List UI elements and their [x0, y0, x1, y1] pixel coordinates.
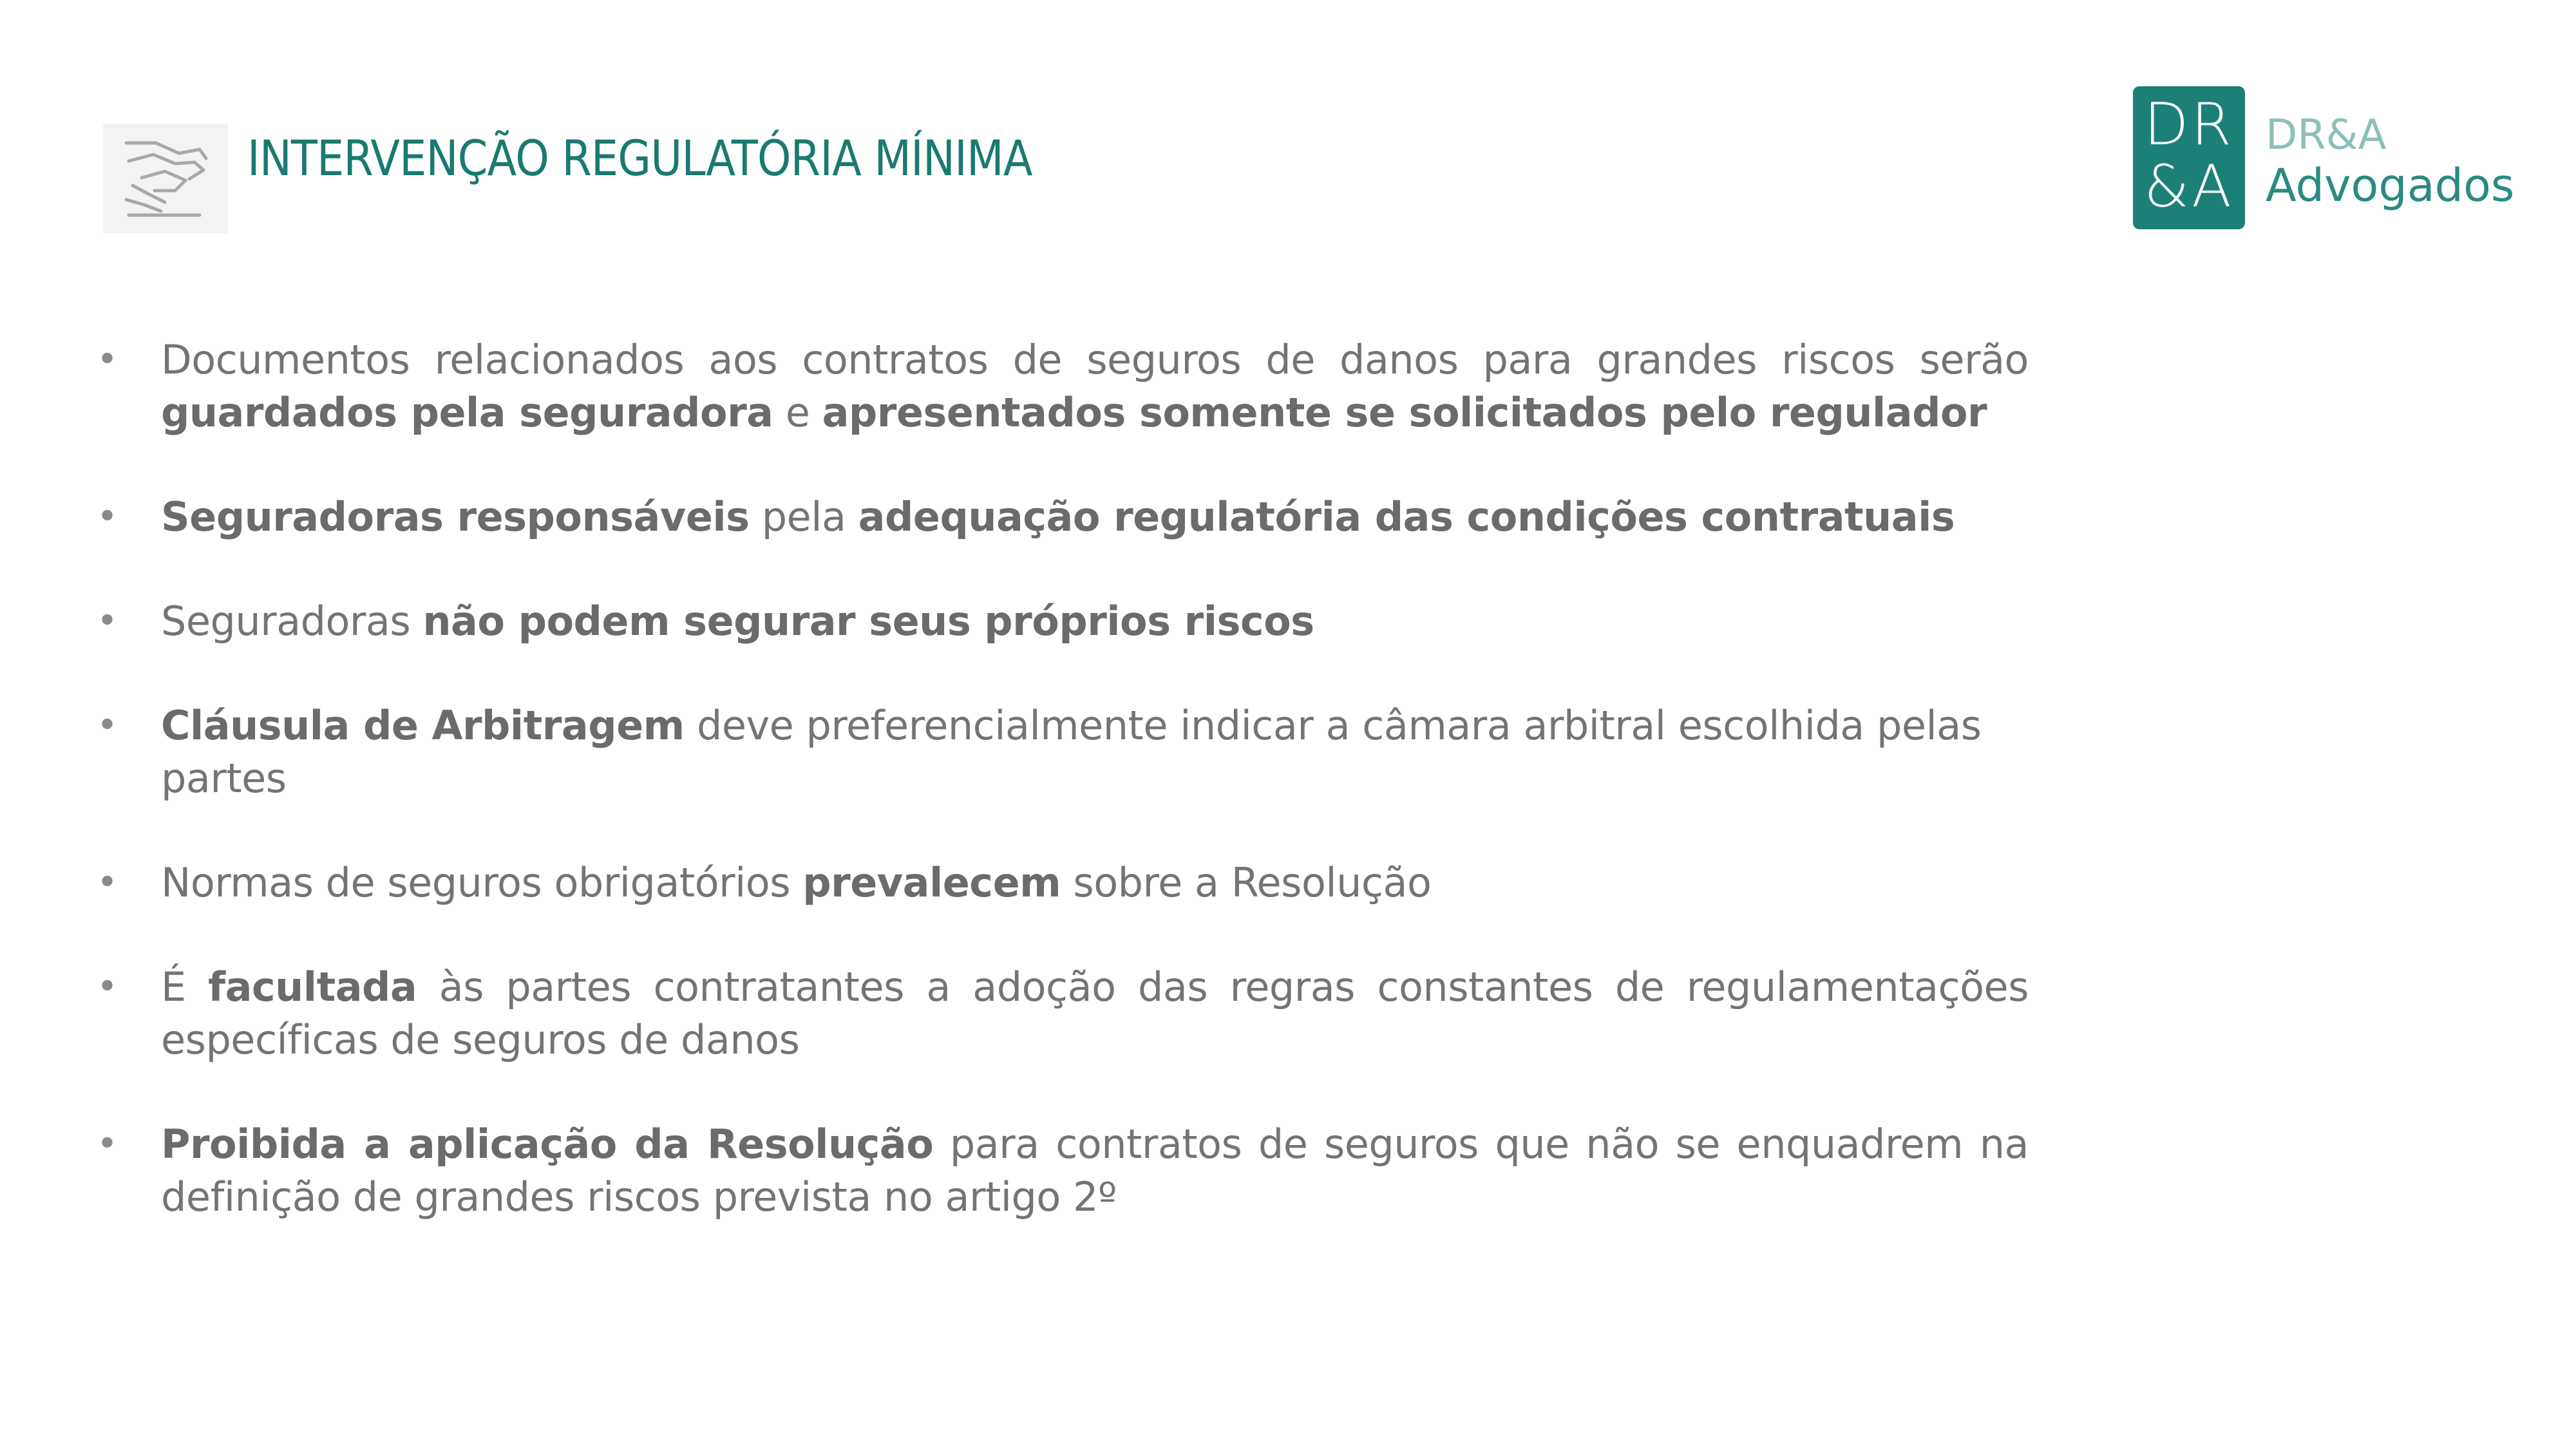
bullet-text: pela — [749, 493, 858, 540]
bullet-text: deve preferencialmente indicar a câmara arbitral escolhida pelas partes — [161, 702, 1982, 802]
bullet-marker: • — [97, 1123, 118, 1165]
bullet-marker: • — [97, 600, 118, 642]
bullet-item-1 — [97, 334, 2029, 439]
bullet-marker: • — [97, 862, 118, 904]
bullet-item-3 — [97, 595, 2029, 648]
bullet-text: É — [161, 963, 209, 1010]
bullet-marker: • — [97, 496, 118, 538]
bullet-text: Documentos relacionados aos contratos de seguros de danos para grandes riscos serão — [161, 336, 2029, 383]
bullet-emphasis: Seguradoras responsáveis — [161, 493, 750, 540]
bullet-text: para contratos de seguros que não se enquadrem na definição de grandes riscos prevista no artigo 2º — [161, 1121, 2029, 1220]
logo-text-line1: DR&A — [2266, 111, 2387, 159]
bullet-marker: • — [97, 966, 118, 1008]
handshake-icon-graphic — [103, 124, 228, 233]
logo-mark-top: DR — [2144, 91, 2234, 158]
handshake-icon — [103, 124, 228, 233]
page-title: INTERVENÇÃO REGULATÓRIA MÍNIMA — [247, 129, 1032, 187]
bullet-emphasis: não podem segurar seus próprios riscos — [422, 598, 1314, 645]
bullet-emphasis: prevalecem — [802, 859, 1061, 906]
bullet-text: às partes contratantes a adoção das regras constantes de regulamentações específicas de seguros de danos — [161, 963, 2029, 1063]
bullet-emphasis: Cláusula de Arbitragem — [161, 702, 685, 749]
bullet-emphasis: adequação regulatória das condições contratuais — [858, 493, 1955, 540]
bullet-text: Normas de seguros obrigatórios — [161, 859, 803, 906]
bullet-text: Seguradoras — [161, 598, 423, 645]
bullet-item-5 — [97, 857, 2029, 909]
bullet-item-4 — [97, 699, 2029, 805]
bullet-item-6 — [97, 961, 2029, 1066]
bullet-emphasis: facultada — [208, 963, 417, 1010]
bullet-item-7 — [97, 1118, 2029, 1224]
bullet-emphasis: Proibida a aplicação da Resolução — [161, 1121, 934, 1168]
bullet-marker: • — [97, 705, 118, 746]
bullet-list — [97, 334, 2029, 1275]
company-logo — [2133, 86, 2515, 229]
logo-mark-bottom: &A — [2144, 153, 2234, 220]
bullet-emphasis: guardados pela seguradora — [161, 389, 773, 436]
bullet-item-2 — [97, 491, 2029, 544]
bullet-marker: • — [97, 339, 118, 381]
bullet-text: sobre a Resolução — [1061, 859, 1432, 906]
bullet-emphasis: apresentados somente se solicitados pelo regulador — [822, 389, 1987, 436]
logo-text-line2: Advogados — [2266, 159, 2515, 212]
logo-mark-box — [2133, 86, 2245, 229]
bullet-text: e — [773, 389, 822, 436]
